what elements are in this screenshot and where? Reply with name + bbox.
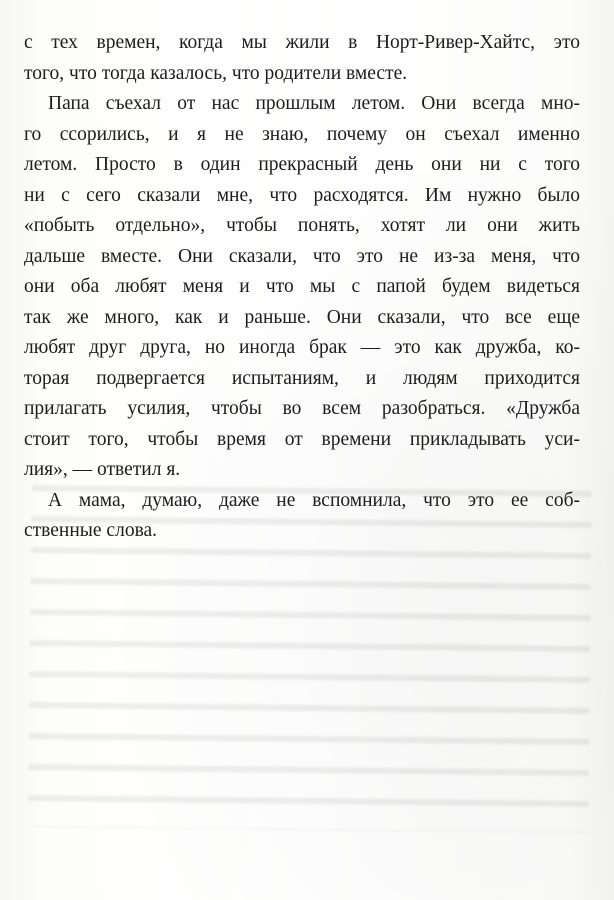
text-line: с тех времен, когда мы жили в Норт-Ривер-Хайтс, это: [24, 32, 580, 53]
text-line: того, что тогда казалось, что родители вместе.: [24, 62, 408, 84]
text-line: А мама, думаю, даже не вспомнила, что это ее соб-: [48, 489, 580, 511]
text-line: ственные слова.: [24, 520, 158, 541]
text-line: любят друг друга, но иногда брак — это как дружба, ко-: [24, 337, 580, 358]
text-line: прилагать усилия, чтобы во всем разобраться. «Дружба: [24, 398, 580, 419]
text-line: они оба любят меня и что мы с папой будем видеться: [24, 276, 580, 297]
text-line: стоит того, чтобы время от времени прикладывать уси-: [24, 428, 580, 450]
text-line: торая подвергается испытаниям, и людям приходится: [24, 367, 580, 389]
paragraph-3: [24, 486, 580, 547]
text-line: летом. Просто в один прекрасный день они ни с того: [24, 154, 580, 175]
paragraph-1: [24, 28, 580, 89]
text-line: «побыть отдельно», чтобы понять, хотят ли они жить: [24, 215, 580, 236]
text-line: дальше вместе. Они сказали, что это не из-за меня, что: [24, 245, 580, 267]
text-line: ни с сего сказали мне, что расходятся. Им нужно было: [24, 184, 580, 206]
text-line: так же много, как и раньше. Они сказали, что все еще: [24, 306, 580, 328]
text-line: Папа съехал от нас прошлым летом. Они всегда мно-: [48, 93, 580, 114]
text-line: лия», — ответил я.: [24, 459, 181, 480]
paragraph-2: [24, 89, 580, 486]
text-line: го ссорились, и я не знаю, почему он съехал именно: [24, 123, 580, 145]
page-text: [24, 28, 580, 547]
